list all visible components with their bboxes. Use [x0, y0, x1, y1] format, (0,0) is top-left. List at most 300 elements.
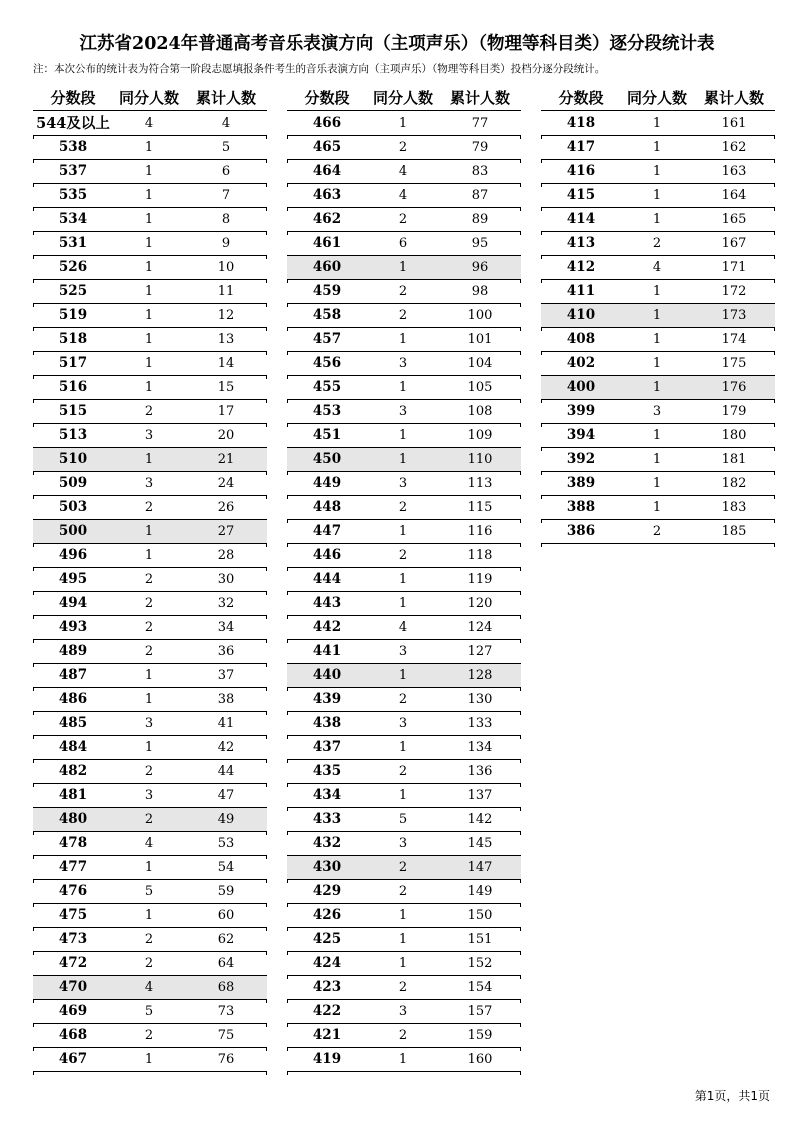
same-count-cell: 4: [652, 260, 662, 275]
cumulative-cell: 110: [467, 452, 493, 467]
same-count-cell: 1: [398, 524, 408, 539]
table-row: [33, 304, 267, 328]
table-row: [287, 616, 521, 640]
table-row: [33, 880, 267, 904]
cumulative-cell: 154: [467, 980, 493, 995]
table-row: [33, 736, 267, 760]
score-cell: 414: [566, 211, 596, 227]
cumulative-cell: 44: [217, 764, 235, 779]
same-count-cell: 2: [144, 932, 154, 947]
table-row: [287, 760, 521, 784]
score-cell: 415: [566, 187, 596, 203]
score-cell: 438: [312, 715, 342, 731]
cumulative-cell: 30: [217, 572, 235, 587]
score-cell: 475: [58, 907, 88, 923]
same-count-cell: 2: [144, 596, 154, 611]
cumulative-cell: 163: [721, 164, 747, 179]
score-cell: 526: [58, 259, 88, 275]
cumulative-cell: 167: [721, 236, 747, 251]
same-count-cell: 1: [398, 932, 408, 947]
header-same-count: 同分人数: [626, 89, 687, 107]
cumulative-cell: 24: [217, 476, 235, 491]
same-count-cell: 2: [144, 812, 154, 827]
same-count-cell: 2: [398, 692, 408, 707]
cumulative-cell: 15: [217, 380, 235, 395]
table-row: [541, 424, 775, 448]
cumulative-cell: 164: [721, 188, 747, 203]
table-row: [541, 256, 775, 280]
table-header: [287, 86, 521, 111]
header-cumulative: 累计人数: [195, 89, 256, 107]
cumulative-cell: 28: [217, 548, 235, 563]
table-row: [33, 280, 267, 304]
table-row: [287, 832, 521, 856]
score-cell: 419: [312, 1051, 342, 1067]
score-cell: 464: [312, 163, 342, 179]
same-count-cell: 2: [144, 620, 154, 635]
table-row: [287, 880, 521, 904]
cumulative-cell: 128: [467, 668, 493, 683]
table-row: [33, 448, 267, 472]
cumulative-cell: 173: [721, 308, 747, 323]
score-cell: 458: [312, 307, 342, 323]
score-cell: 518: [58, 331, 88, 347]
same-count-cell: 1: [398, 668, 408, 683]
table-row: [287, 544, 521, 568]
table-row: [541, 376, 775, 400]
table-row: [287, 784, 521, 808]
score-cell: 433: [312, 811, 342, 827]
table-row: [33, 208, 267, 232]
score-cell: 425: [312, 931, 342, 947]
cumulative-cell: 83: [471, 164, 489, 179]
same-count-cell: 1: [144, 692, 154, 707]
cumulative-cell: 137: [467, 788, 493, 803]
cumulative-cell: 105: [467, 380, 493, 395]
same-count-cell: 1: [144, 164, 154, 179]
same-count-cell: 1: [652, 284, 662, 299]
header-score: 分数段: [558, 89, 604, 107]
cumulative-cell: 179: [721, 404, 747, 419]
same-count-cell: 1: [398, 956, 408, 971]
table-row: [287, 856, 521, 880]
score-cell: 457: [312, 331, 342, 347]
table-header: [541, 86, 775, 111]
cumulative-cell: 60: [217, 908, 235, 923]
same-count-cell: 2: [144, 572, 154, 587]
same-count-cell: 1: [144, 212, 154, 227]
table-row: [287, 304, 521, 328]
score-cell: 421: [312, 1027, 342, 1043]
cumulative-cell: 49: [217, 812, 235, 827]
table-row: [287, 808, 521, 832]
cumulative-cell: 152: [467, 956, 493, 971]
same-count-cell: 1: [398, 380, 408, 395]
same-count-cell: 2: [398, 308, 408, 323]
cumulative-cell: 64: [217, 956, 235, 971]
table-row: [33, 472, 267, 496]
cumulative-cell: 54: [217, 860, 235, 875]
same-count-cell: 2: [144, 500, 154, 515]
score-cell: 441: [312, 643, 342, 659]
header-score: 分数段: [304, 89, 350, 107]
same-count-cell: 1: [144, 908, 154, 923]
table-row: [287, 928, 521, 952]
same-count-cell: 1: [652, 308, 662, 323]
same-count-cell: 1: [652, 116, 662, 131]
cumulative-cell: 157: [467, 1004, 493, 1019]
same-count-cell: 1: [652, 188, 662, 203]
cumulative-cell: 47: [217, 788, 235, 803]
score-cell: 535: [58, 187, 88, 203]
same-count-cell: 4: [144, 980, 154, 995]
cumulative-cell: 53: [217, 836, 235, 851]
table-row: [287, 976, 521, 1000]
score-cell: 435: [312, 763, 342, 779]
table-row: [33, 328, 267, 352]
cumulative-cell: 34: [217, 620, 235, 635]
same-count-cell: 1: [144, 236, 154, 251]
same-count-cell: 2: [398, 1028, 408, 1043]
score-cell: 444: [312, 571, 342, 587]
same-count-cell: 1: [144, 524, 154, 539]
page-footer: 第1页，共1页: [694, 1089, 770, 1103]
same-count-cell: 2: [398, 284, 408, 299]
cumulative-cell: 32: [217, 596, 235, 611]
table-row: [33, 568, 267, 592]
cumulative-cell: 36: [217, 644, 235, 659]
same-count-cell: 1: [398, 908, 408, 923]
cumulative-cell: 37: [217, 668, 235, 683]
same-count-cell: 1: [652, 380, 662, 395]
table-row: [287, 496, 521, 520]
table-row: [33, 688, 267, 712]
table-row: [287, 712, 521, 736]
score-cell: 500: [58, 523, 88, 539]
same-count-cell: 3: [398, 836, 408, 851]
score-cell: 416: [566, 163, 596, 179]
score-cell: 544及以上: [36, 115, 110, 132]
score-cell: 469: [58, 1003, 88, 1019]
cumulative-cell: 180: [721, 428, 747, 443]
page-title: 江苏省2024年普通高考音乐表演方向（主项声乐）（物理等科目类）逐分段统计表: [79, 34, 715, 54]
same-count-cell: 4: [144, 836, 154, 851]
cumulative-cell: 79: [471, 140, 489, 155]
cumulative-cell: 136: [467, 764, 493, 779]
score-cell: 447: [312, 523, 342, 539]
table-row: [33, 1048, 267, 1072]
score-cell: 443: [312, 595, 342, 611]
cumulative-cell: 10: [217, 260, 235, 275]
same-count-cell: 1: [652, 428, 662, 443]
table-row: [33, 712, 267, 736]
table-row: [287, 688, 521, 712]
table-row: [287, 1000, 521, 1024]
same-count-cell: 3: [398, 1004, 408, 1019]
same-count-cell: 2: [398, 980, 408, 995]
score-cell: 519: [58, 307, 88, 323]
cumulative-cell: 176: [721, 380, 747, 395]
score-cell: 480: [58, 811, 88, 827]
score-cell: 430: [312, 859, 342, 875]
cumulative-cell: 68: [217, 980, 235, 995]
score-cell: 481: [58, 787, 88, 803]
score-cell: 485: [58, 715, 88, 731]
same-count-cell: 4: [398, 620, 408, 635]
score-cell: 463: [312, 187, 342, 203]
same-count-cell: 1: [144, 860, 154, 875]
same-count-cell: 4: [398, 164, 408, 179]
table-row: [287, 472, 521, 496]
cumulative-cell: 75: [217, 1028, 235, 1043]
same-count-cell: 1: [398, 740, 408, 755]
cumulative-cell: 9: [221, 236, 231, 251]
score-cell: 489: [58, 643, 88, 659]
score-cell: 473: [58, 931, 88, 947]
table-row: [541, 352, 775, 376]
cumulative-cell: 109: [467, 428, 493, 443]
header-cumulative: 累计人数: [449, 89, 510, 107]
table-row: [287, 520, 521, 544]
score-cell: 386: [566, 523, 596, 539]
table-row: [287, 568, 521, 592]
table-row: [541, 160, 775, 184]
table-row: [541, 448, 775, 472]
score-cell: 516: [58, 379, 88, 395]
same-count-cell: 1: [144, 284, 154, 299]
cumulative-cell: 151: [467, 932, 493, 947]
score-cell: 531: [58, 235, 88, 251]
table-row: [33, 760, 267, 784]
score-cell: 486: [58, 691, 88, 707]
cumulative-cell: 113: [467, 476, 493, 491]
table-row: [33, 520, 267, 544]
table-row: [33, 832, 267, 856]
score-cell: 392: [566, 451, 596, 467]
score-cell: 460: [312, 259, 342, 275]
same-count-cell: 1: [144, 548, 154, 563]
same-count-cell: 1: [398, 788, 408, 803]
cumulative-cell: 165: [721, 212, 747, 227]
table-row: [287, 208, 521, 232]
cumulative-cell: 119: [467, 572, 493, 587]
score-cell: 496: [58, 547, 88, 563]
same-count-cell: 1: [398, 452, 408, 467]
score-cell: 394: [566, 427, 596, 443]
same-count-cell: 3: [144, 788, 154, 803]
score-cell: 432: [312, 835, 342, 851]
same-count-cell: 2: [398, 548, 408, 563]
cumulative-cell: 120: [467, 596, 493, 611]
score-cell: 399: [566, 403, 596, 419]
cumulative-cell: 150: [467, 908, 493, 923]
table-row: [33, 544, 267, 568]
table-row: [287, 952, 521, 976]
cumulative-cell: 118: [467, 548, 493, 563]
cumulative-cell: 134: [467, 740, 493, 755]
score-cell: 410: [566, 307, 596, 323]
same-count-cell: 1: [652, 500, 662, 515]
table-row: [287, 736, 521, 760]
same-count-cell: 1: [398, 596, 408, 611]
same-count-cell: 2: [398, 500, 408, 515]
score-cell: 495: [58, 571, 88, 587]
table-row: [287, 400, 521, 424]
cumulative-cell: 174: [721, 332, 747, 347]
same-count-cell: 4: [398, 188, 408, 203]
table-row: [541, 496, 775, 520]
table-row: [541, 400, 775, 424]
same-count-cell: 1: [652, 356, 662, 371]
cumulative-cell: 181: [721, 452, 747, 467]
score-cell: 422: [312, 1003, 342, 1019]
table-row: [33, 136, 267, 160]
score-cell: 510: [58, 451, 88, 467]
same-count-cell: 1: [144, 188, 154, 203]
table-row: [33, 112, 267, 136]
same-count-cell: 2: [398, 764, 408, 779]
cumulative-cell: 159: [467, 1028, 493, 1043]
same-count-cell: 3: [398, 644, 408, 659]
table-rows: [541, 112, 775, 544]
table-row: [287, 280, 521, 304]
score-cell: 503: [58, 499, 88, 515]
score-cell: 453: [312, 403, 342, 419]
score-cell: 534: [58, 211, 88, 227]
cumulative-cell: 161: [721, 116, 747, 131]
score-cell: 437: [312, 739, 342, 755]
cumulative-cell: 17: [217, 404, 235, 419]
table-row: [33, 376, 267, 400]
cumulative-cell: 104: [467, 356, 493, 371]
table-header: [33, 86, 267, 111]
score-cell: 434: [312, 787, 342, 803]
score-cell: 442: [312, 619, 342, 635]
cumulative-cell: 160: [467, 1052, 493, 1067]
cumulative-cell: 175: [721, 356, 747, 371]
score-cell: 465: [312, 139, 342, 155]
table-row: [541, 328, 775, 352]
table-row: [33, 184, 267, 208]
table-row: [33, 856, 267, 880]
score-cell: 451: [312, 427, 342, 443]
table-row: [33, 904, 267, 928]
cumulative-cell: 77: [471, 116, 489, 131]
cumulative-cell: 162: [721, 140, 747, 155]
score-cell: 466: [312, 115, 342, 131]
same-count-cell: 1: [398, 428, 408, 443]
header-same-count: 同分人数: [118, 89, 179, 107]
cumulative-cell: 11: [217, 284, 235, 299]
score-cell: 470: [58, 979, 88, 995]
score-cell: 467: [58, 1051, 88, 1067]
cumulative-cell: 7: [221, 188, 231, 203]
score-cell: 446: [312, 547, 342, 563]
score-cell: 455: [312, 379, 342, 395]
score-cell: 493: [58, 619, 88, 635]
score-cell: 538: [58, 139, 88, 155]
same-count-cell: 3: [398, 476, 408, 491]
score-cell: 478: [58, 835, 88, 851]
score-cell: 494: [58, 595, 88, 611]
table-row: [287, 640, 521, 664]
table-row: [33, 400, 267, 424]
score-cell: 515: [58, 403, 88, 419]
cumulative-cell: 100: [467, 308, 493, 323]
table-column-2: [287, 86, 521, 1072]
score-cell: 472: [58, 955, 88, 971]
cumulative-cell: 20: [217, 428, 235, 443]
cumulative-cell: 171: [721, 260, 747, 275]
same-count-cell: 1: [652, 212, 662, 227]
cumulative-cell: 38: [217, 692, 235, 707]
table-row: [541, 520, 775, 544]
score-cell: 513: [58, 427, 88, 443]
table-row: [33, 592, 267, 616]
same-count-cell: 1: [144, 380, 154, 395]
same-count-cell: 3: [652, 404, 662, 419]
table-row: [541, 184, 775, 208]
same-count-cell: 1: [398, 1052, 408, 1067]
same-count-cell: 2: [652, 236, 662, 251]
cumulative-cell: 8: [221, 212, 231, 227]
cumulative-cell: 116: [467, 524, 493, 539]
same-count-cell: 1: [398, 572, 408, 587]
score-cell: 484: [58, 739, 88, 755]
score-cell: 424: [312, 955, 342, 971]
score-cell: 525: [58, 283, 88, 299]
table-row: [287, 424, 521, 448]
score-cell: 429: [312, 883, 342, 899]
same-count-cell: 1: [144, 140, 154, 155]
table-row: [287, 112, 521, 136]
table-row: [33, 496, 267, 520]
same-count-cell: 1: [398, 116, 408, 131]
score-cell: 448: [312, 499, 342, 515]
score-cell: 476: [58, 883, 88, 899]
score-cell: 408: [566, 331, 596, 347]
header-same-count: 同分人数: [372, 89, 433, 107]
same-count-cell: 2: [652, 524, 662, 539]
table-note: 注：本次公布的统计表为符合第一阶段志愿填报条件考生的音乐表演方向（主项声乐）（物理等科目类）投档分逐分段统计。: [33, 63, 606, 75]
same-count-cell: 1: [144, 668, 154, 683]
table-row: [541, 136, 775, 160]
cumulative-cell: 149: [467, 884, 493, 899]
score-cell: 450: [312, 451, 342, 467]
table-row: [541, 112, 775, 136]
table-row: [287, 160, 521, 184]
cumulative-cell: 130: [467, 692, 493, 707]
score-cell: 468: [58, 1027, 88, 1043]
table-row: [33, 256, 267, 280]
cumulative-cell: 21: [217, 452, 235, 467]
same-count-cell: 3: [144, 428, 154, 443]
same-count-cell: 1: [652, 164, 662, 179]
same-count-cell: 1: [144, 308, 154, 323]
cumulative-cell: 59: [217, 884, 235, 899]
table-column-1: [33, 86, 267, 1072]
table-row: [33, 1000, 267, 1024]
table-row: [33, 952, 267, 976]
score-cell: 426: [312, 907, 342, 923]
cumulative-cell: 95: [471, 236, 489, 251]
same-count-cell: 6: [398, 236, 408, 251]
cumulative-cell: 4: [221, 116, 231, 131]
same-count-cell: 3: [398, 716, 408, 731]
same-count-cell: 3: [398, 404, 408, 419]
table-row: [33, 784, 267, 808]
same-count-cell: 2: [398, 860, 408, 875]
